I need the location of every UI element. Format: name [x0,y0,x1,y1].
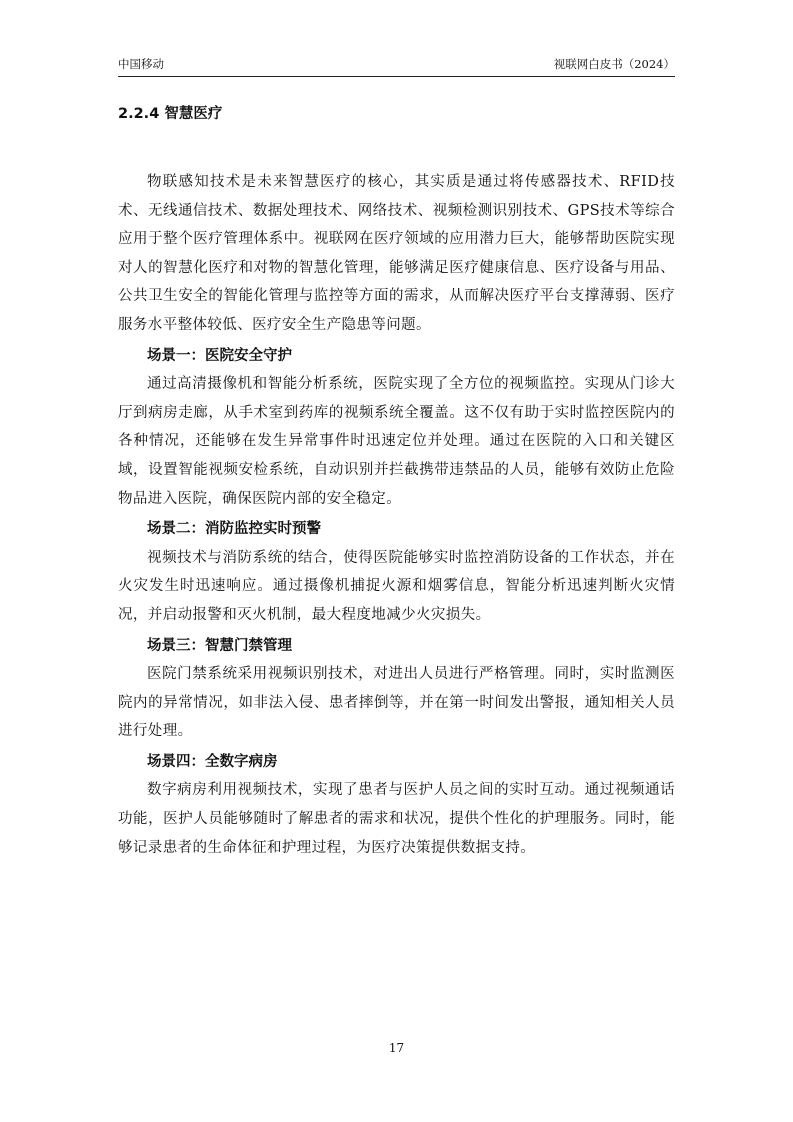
header-document-title: 视联网白皮书（2024） [553,57,675,71]
scene-3 [118,632,675,746]
intro-block [118,168,675,340]
scene-heading: 场景二：消防监控实时预警 [147,521,321,538]
scene-paragraph: 医院门禁系统采用视频识别技术，对进出人员进行严格管理。同时，实时监测医院内的异常情况，如非法入侵、患者摔倒等，并在第一时间发出警报，通知相关人员进行处理。 [118,666,675,740]
scene-heading: 场景一：医院安全守护 [147,347,292,364]
page-number: 17 [388,1041,405,1055]
intro-paragraph: 物联感知技术是未来智慧医疗的核心，其实质是通过将传感器技术、RFID技术、无线通信技术、数据处理技术、网络技术、视频检测识别技术、GPS技术等综合应用于整个医疗管理体系中。视联网在医疗领域的应用潜力巨大，能够帮助医院实现对人的智慧化医疗和对物的智慧化管理，能够满足医疗健康信息、医疗设备与用品、公共卫生安全的智能化管理与监控等方面的需求，从而解决医疗平台支撑薄弱、医疗服务水平整体较低、医疗安全生产隐患等问题。 [118,174,675,333]
header-org-name: 中国移动 [118,57,164,71]
scene-paragraph: 视频技术与消防系统的结合，使得医院能够实时监控消防设备的工作状态，并在火灾发生时迅速响应。通过摄像机捕捉火源和烟雾信息，智能分析迅速判断火灾情况，并启动报警和灭火机制，最大程度地减少火灾损失。 [118,549,675,623]
scene-1 [118,342,675,514]
scene-4 [118,748,675,862]
scene-heading: 场景四：全数字病房 [147,753,278,770]
scene-paragraph: 数字病房利用视频技术，实现了患者与医护人员之间的实时互动。通过视频通话功能，医护人员能够随时了解患者的需求和状况，提供个性化的护理服务。同时，能够记录患者的生命体征和护理过程，为医疗决策提供数据支持。 [118,782,675,856]
scene-heading: 场景三：智慧门禁管理 [147,637,292,654]
page-content [118,100,675,862]
page-footer [0,1041,793,1055]
section-heading: 2.2.4 智慧医疗 [118,106,223,122]
page-header [118,56,675,77]
scene-2 [118,515,675,629]
scene-paragraph: 通过高清摄像机和智能分析系统，医院实现了全方位的视频监控。实现从门诊大厅到病房走廊，从手术室到药库的视频系统全覆盖。这不仅有助于实时监控医院内的各种情况，还能够在发生异常事件时迅速定位并处理。通过在医院的入口和关键区域，设置智能视频安检系统，自动识别并拦截携带违禁品的人员，能够有效防止危险物品进入医院，确保医院内部的安全稳定。 [118,376,675,507]
